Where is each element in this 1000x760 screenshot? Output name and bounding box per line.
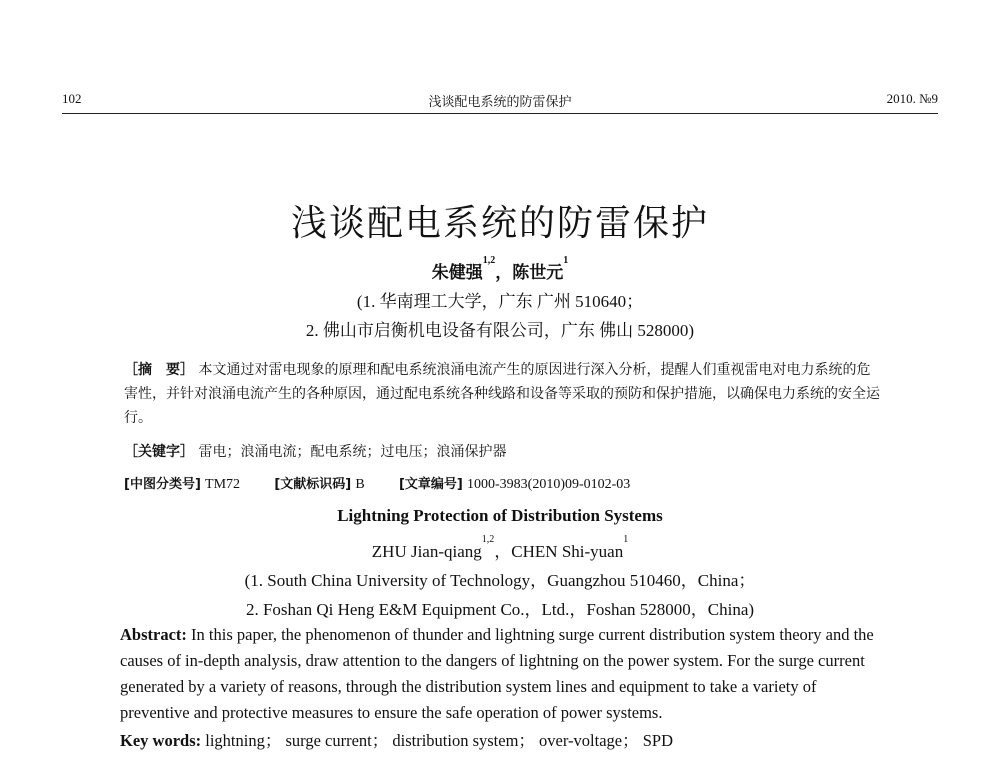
- authors-cn: [0, 255, 1000, 283]
- clc-label: [中图分类号]: [124, 477, 201, 492]
- doc-code-value: B: [355, 477, 365, 492]
- article-title: 浅谈配电系统的防雷保护: [290, 203, 709, 244]
- author-1-name: 朱健强: [431, 263, 483, 282]
- affiliation-en-2: 2. Foshan Qi Heng E&M Equipment Co.，Ltd.，Foshan 528000，China): [245, 600, 755, 619]
- abstract-en-label: Abstract:: [120, 625, 187, 644]
- author-en-2-name: CHEN Shi-yuan: [511, 542, 624, 561]
- affiliation-cn-2: 2. 佛山市启衡机电设备有限公司，广东 佛山 528000): [305, 321, 695, 340]
- issue-number: 2010. №9: [886, 91, 938, 106]
- page-number: 102: [62, 91, 82, 106]
- author-en-separator: ，: [494, 542, 512, 561]
- author-1-affil-sup: 1,2: [482, 255, 496, 266]
- author-en-2-affil-sup: 1: [623, 534, 629, 545]
- keywords-en-text: lightning； surge current； distribution system； over-voltage； SPD: [205, 731, 673, 750]
- abstract-cn-text: 本文通过对雷电现象的原理和配电系统浪涌电流产生的原因进行深入分析，提醒人们重视雷电对电力系统的危害性，并针对浪涌电流产生的各种原因，通过配电系统各种线路和设备等采取的预防和保护措施，以确保电力系统的安全运行。: [124, 362, 880, 426]
- abstract-en-text: In this paper, the phenomenon of thunder and lightning surge current distribution system theory and the causes of in-depth analysis, draw attention to the dangers of lightning on the power system. For the surge current generated by a variety of reasons, through the distribution system lines and equipment to take a variety of preventive and protective measures to ensure the safe operation of power systems.: [120, 625, 874, 722]
- running-head-title: 浅谈配电系统的防雷保护: [428, 94, 572, 109]
- abstract-en: [120, 622, 890, 726]
- abstract-cn: [124, 358, 884, 430]
- keywords-en: [120, 727, 890, 751]
- affiliation-en-1: (1. South China University of Technology，Guangzhou 510460，China；: [244, 571, 756, 590]
- author-en-1-affil-sup: 1,2: [481, 534, 495, 545]
- author-2-name: 陈世元: [512, 263, 564, 282]
- article-no-value: 1000-3983(2010)09-0102-03: [467, 477, 631, 492]
- keywords-cn-text: 雷电；浪涌电流；配电系统；过电压；浪涌保护器: [198, 444, 507, 460]
- clc-value: TM72: [205, 477, 241, 492]
- author-2-affil-sup: 1: [563, 255, 569, 266]
- affiliation-cn-1: (1. 华南理工大学，广东 广州 510640；: [356, 292, 644, 311]
- keywords-cn-label: ［关键字］: [124, 444, 194, 460]
- authors-en: [0, 534, 1000, 562]
- doc-code-label: [文献标识码]: [274, 477, 352, 492]
- article-no-label: [文章编号]: [398, 477, 463, 492]
- author-separator: ，: [495, 263, 513, 282]
- author-en-1-name: ZHU Jian-qiang: [371, 542, 482, 561]
- classification-line: [124, 473, 904, 493]
- abstract-cn-label: ［摘 要］: [124, 362, 194, 378]
- running-head: [62, 91, 938, 114]
- keywords-cn: [124, 441, 884, 461]
- article-title-en: Lightning Protection of Distribution Systems: [337, 506, 663, 525]
- keywords-en-label: Key words:: [120, 731, 202, 750]
